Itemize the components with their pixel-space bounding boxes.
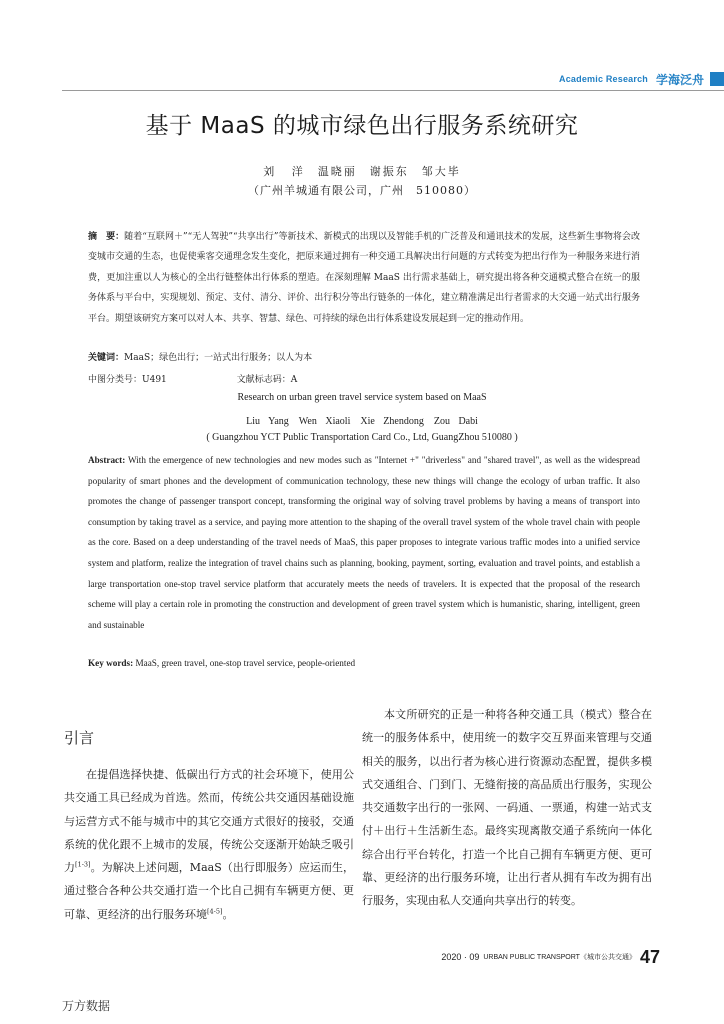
citation-2: [4-5] xyxy=(207,907,223,916)
page-number: 47 xyxy=(639,946,660,967)
clc-value: U491 xyxy=(142,375,167,385)
header-english-label: Academic Research xyxy=(559,74,648,84)
abstract-cn-label: 摘 要： xyxy=(88,232,125,242)
footer-issue: 2020 · 09 xyxy=(441,952,480,962)
citation-1: [1-3] xyxy=(75,860,91,869)
doc-code-value: A xyxy=(290,375,298,385)
english-authors: Liu Yang Wen Xiaoli Xie Zhendong Zou Dabi xyxy=(246,416,478,427)
keywords-chinese xyxy=(88,350,640,363)
body-left-column xyxy=(64,763,354,926)
abstract-en-text: With the emergence of new technologies and new modes such as "Internet +" "driverless" and "shared travel", as well as the widespread popularity of smart phones and the development of communication technology, these new things will change the ecology of urban traffic. It also promotes the change of passenger transport concept, transforming the original way of solving travel problems by having a means of transport into consumption by taking travel as a service, and paying more attention to the shaping of the overall travel system of the whole travel chain with people as the core. Based on a deep understanding of the travel needs of MaaS, this paper proposes to integrate various traffic modes into a unified service system and platform, realize the integration of travel chains such as planning, booking, payment, sorting, evaluation and travel points, and establish a large transportation one-stop travel service platform that accurately meets the needs of travelers. It is expected that the proposal of the research scheme will play a certain role in promoting the construction and development of green travel system which is humanistic, sharing, intelligent, green and sustainable xyxy=(88,455,640,630)
running-header xyxy=(488,72,724,86)
abstract-chinese xyxy=(88,227,640,329)
keywords-english xyxy=(88,658,640,668)
english-title: Research on urban green travel service system based on MaaS xyxy=(237,392,487,403)
body-right-column xyxy=(362,703,652,913)
right-para-text: 本文所研究的正是一种将各种交通工具（模式）整合在统一的服务体系中，使用统一的数字交互界面来管理与交通相关的服务，以出行者为核心进行资源动态配置，提供多模式交通组合、门到门、无缝衔接的高品质出行服务，实现公共交通数字出行的一张网、一码通、一票通，构建一站式支付＋出行＋生活新生态。最终实现离散交通子系统向一体化综合出行平台转化，打造一个比自己拥有车辆更方便、更可靠、更经济的出行服务环境，让出行者从拥有车改为拥有出行服务，实现由私人交通向共享出行的转变。 xyxy=(362,708,652,908)
keywords-en-text: MaaS, green travel, one-stop travel service, people-oriented xyxy=(135,658,356,668)
abstract-cn-text: 随着“互联网＋”“无人驾驶”“共享出行”等新技术、新模式的出现以及智能手机的广泛普及和通讯技术的发展，这些新生事物将会改变城市交通的生态，也促使乘客交通理念发生变化，把原来通过拥有一种交通工具解决出行问题的方式转变为把出行作为一种服务来进行消费，更加注重以人为核心的全出行链整体出行体系的塑造。在深刻理解 MaaS 出行需求基础上，研究提出将各种交通模式整合在统一的服务体系与平台中，实现规划、预定、支付、清分、评价、出行积分等出行链条的一体化，建立精准满足出行者需求的大交通一站式出行服务平台。期望该研究方案可以对人本、共享、智慧、绿色、可持续的绿色出行体系建设发展起到一定的推动作用。 xyxy=(88,232,640,324)
classification-line xyxy=(88,372,640,385)
left-para-part-c: 。 xyxy=(222,907,234,921)
english-affiliation: ( Guangzhou YCT Public Transportation Card Co., Ltd, GuangZhou 510080 ) xyxy=(206,432,518,443)
keywords-cn-label: 关键词： xyxy=(88,353,125,363)
article-authors: 刘 洋 温晓丽 谢振东 邹大毕 xyxy=(263,165,461,178)
footer-journal: URBAN PUBLIC TRANSPORT《城市公共交通》 xyxy=(483,954,636,961)
header-color-block xyxy=(710,72,724,86)
keywords-en-label: Key words: xyxy=(88,658,134,668)
section-heading-introduction: 引言 xyxy=(64,729,95,747)
page-footer xyxy=(420,947,660,967)
left-para-part-b: 。为解决上述问题，MaaS（出行即服务）应运而生，通过整合各种公共交通打造一个比自己拥有车辆更方便、更可靠、更经济的出行服务环境 xyxy=(64,861,354,921)
left-para-part-a: 在提倡选择快捷、低碳出行方式的社会环境下，使用公共交通工具已经成为首选。然而，传统公共交通因基础设施与运营方式不能与城市中的其它交通方式很好的接驳，交通系统的优化跟不上城市的发展，传统公交逐渐开始缺乏吸引力 xyxy=(64,768,354,875)
clc-label: 中图分类号： xyxy=(88,375,143,385)
article-title: 基于 MaaS 的城市绿色出行服务系统研究 xyxy=(145,113,579,139)
doc-code-label: 文献标志码： xyxy=(236,375,291,385)
header-rule xyxy=(62,90,724,91)
abstract-english xyxy=(88,450,640,635)
header-chinese-label: 学海泛舟 xyxy=(655,72,704,87)
watermark: 万方数据 xyxy=(62,999,111,1013)
keywords-cn-text: MaaS；绿色出行；一站式出行服务；以人为本 xyxy=(124,353,313,363)
abstract-en-label: Abstract: xyxy=(88,455,126,465)
article-affiliation: （广州羊城通有限公司，广州 510080） xyxy=(248,184,476,197)
